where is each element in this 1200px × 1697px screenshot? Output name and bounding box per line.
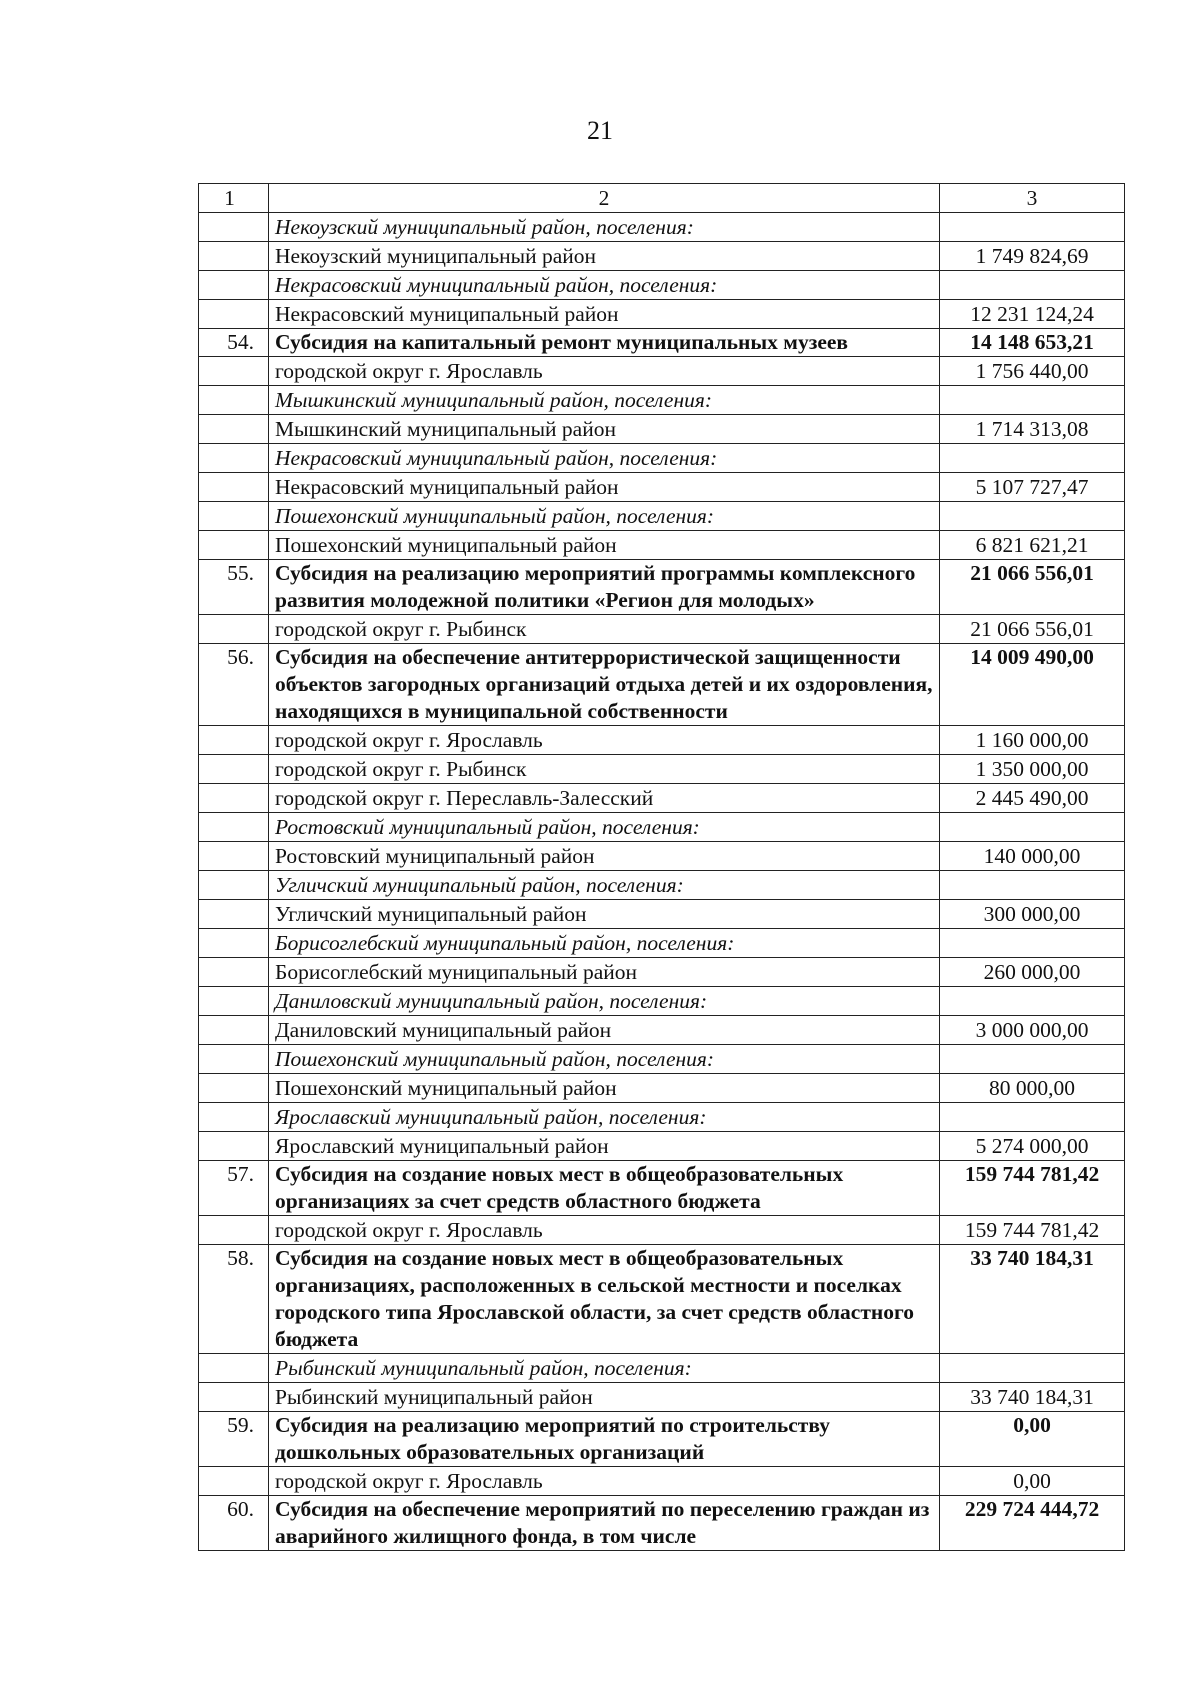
subsidy-header-row bbox=[199, 329, 1125, 357]
district-subheading-row bbox=[199, 444, 1125, 473]
row-number bbox=[199, 502, 269, 531]
row-amount: 14 009 490,00 bbox=[940, 644, 1125, 726]
row-amount: 140 000,00 bbox=[940, 842, 1125, 871]
recipient-row bbox=[199, 726, 1125, 755]
row-name: городской округ г. Ярославль bbox=[269, 726, 940, 755]
row-number bbox=[199, 1132, 269, 1161]
row-amount: 33 740 184,31 bbox=[940, 1383, 1125, 1412]
row-name: Субсидия на создание новых мест в общеобразовательных организациях за счет средств областного бюджета bbox=[269, 1161, 940, 1216]
page-number: 21 bbox=[587, 116, 613, 145]
row-amount: 1 350 000,00 bbox=[940, 755, 1125, 784]
row-amount bbox=[940, 1103, 1125, 1132]
recipient-row bbox=[199, 357, 1125, 386]
recipient-row bbox=[199, 1467, 1125, 1496]
row-name: Субсидия на реализацию мероприятий по строительству дошкольных образовательных организаций bbox=[269, 1412, 940, 1467]
row-amount: 5 107 727,47 bbox=[940, 473, 1125, 502]
row-amount: 33 740 184,31 bbox=[940, 1245, 1125, 1354]
row-amount bbox=[940, 1354, 1125, 1383]
row-name: Борисоглебский муниципальный район bbox=[269, 958, 940, 987]
subsidy-header-row bbox=[199, 1496, 1125, 1551]
row-amount bbox=[940, 213, 1125, 242]
row-number bbox=[199, 813, 269, 842]
row-amount: 1 714 313,08 bbox=[940, 415, 1125, 444]
row-number bbox=[199, 1016, 269, 1045]
recipient-row bbox=[199, 415, 1125, 444]
row-name: Рыбинский муниципальный район bbox=[269, 1383, 940, 1412]
row-amount: 0,00 bbox=[940, 1412, 1125, 1467]
row-name: Даниловский муниципальный район bbox=[269, 1016, 940, 1045]
row-name: Пошехонский муниципальный район bbox=[269, 1074, 940, 1103]
row-name: Некоузский муниципальный район bbox=[269, 242, 940, 271]
row-number: 60. bbox=[199, 1496, 269, 1551]
row-amount: 1 160 000,00 bbox=[940, 726, 1125, 755]
row-name: Субсидия на обеспечение мероприятий по переселению граждан из аварийного жилищного фонда, в том числе bbox=[269, 1496, 940, 1551]
row-amount: 2 445 490,00 bbox=[940, 784, 1125, 813]
recipient-row bbox=[199, 1216, 1125, 1245]
subsidy-header-row bbox=[199, 1161, 1125, 1216]
row-number bbox=[199, 1467, 269, 1496]
row-name: Ярославский муниципальный район, поселения: bbox=[269, 1103, 940, 1132]
row-name: Некрасовский муниципальный район, поселения: bbox=[269, 444, 940, 473]
recipient-row bbox=[199, 300, 1125, 329]
subsidy-header-row bbox=[199, 644, 1125, 726]
row-name: городской округ г. Переславль-Залесский bbox=[269, 784, 940, 813]
row-amount: 14 148 653,21 bbox=[940, 329, 1125, 357]
row-number bbox=[199, 1216, 269, 1245]
recipient-row bbox=[199, 842, 1125, 871]
row-name: Некрасовский муниципальный район bbox=[269, 473, 940, 502]
district-subheading-row bbox=[199, 271, 1125, 300]
row-number bbox=[199, 755, 269, 784]
row-name: городской округ г. Ярославль bbox=[269, 1216, 940, 1245]
row-name: Мышкинский муниципальный район, поселения: bbox=[269, 386, 940, 415]
row-name: городской округ г. Ярославль bbox=[269, 357, 940, 386]
row-amount bbox=[940, 871, 1125, 900]
row-number bbox=[199, 531, 269, 560]
row-number bbox=[199, 726, 269, 755]
row-amount bbox=[940, 1045, 1125, 1074]
row-number bbox=[199, 929, 269, 958]
row-number: 54. bbox=[199, 329, 269, 357]
row-name: городской округ г. Рыбинск bbox=[269, 755, 940, 784]
recipient-row bbox=[199, 900, 1125, 929]
row-number: 58. bbox=[199, 1245, 269, 1354]
row-amount: 229 724 444,72 bbox=[940, 1496, 1125, 1551]
row-name: Ростовский муниципальный район bbox=[269, 842, 940, 871]
row-amount: 159 744 781,42 bbox=[940, 1216, 1125, 1245]
row-number bbox=[199, 1103, 269, 1132]
row-amount: 1 749 824,69 bbox=[940, 242, 1125, 271]
row-name: Даниловский муниципальный район, поселения: bbox=[269, 987, 940, 1016]
row-amount: 12 231 124,24 bbox=[940, 300, 1125, 329]
row-amount bbox=[940, 813, 1125, 842]
row-name: Угличский муниципальный район, поселения: bbox=[269, 871, 940, 900]
row-name: Некоузский муниципальный район, поселения: bbox=[269, 213, 940, 242]
row-number bbox=[199, 386, 269, 415]
district-subheading-row bbox=[199, 1354, 1125, 1383]
row-number bbox=[199, 1074, 269, 1103]
row-number bbox=[199, 987, 269, 1016]
row-number bbox=[199, 871, 269, 900]
district-subheading-row bbox=[199, 929, 1125, 958]
row-number bbox=[199, 842, 269, 871]
recipient-row bbox=[199, 1132, 1125, 1161]
row-name: Субсидия на обеспечение антитеррористической защищенности объектов загородных организаций отдыха детей и их оздоровления, находящихся в муниципальной собственности bbox=[269, 644, 940, 726]
row-amount bbox=[940, 444, 1125, 473]
row-name: Ярославский муниципальный район bbox=[269, 1132, 940, 1161]
row-name: Субсидия на капитальный ремонт муниципальных музеев bbox=[269, 329, 940, 357]
column-number-3: 3 bbox=[940, 184, 1125, 213]
row-number bbox=[199, 1354, 269, 1383]
recipient-row bbox=[199, 473, 1125, 502]
row-name: Некрасовский муниципальный район, поселения: bbox=[269, 271, 940, 300]
row-number: 56. bbox=[199, 644, 269, 726]
row-amount: 159 744 781,42 bbox=[940, 1161, 1125, 1216]
table-body bbox=[199, 184, 1125, 1551]
column-number-header bbox=[199, 184, 1125, 213]
district-subheading-row bbox=[199, 813, 1125, 842]
recipient-row bbox=[199, 784, 1125, 813]
district-subheading-row bbox=[199, 502, 1125, 531]
district-subheading-row bbox=[199, 987, 1125, 1016]
row-amount bbox=[940, 271, 1125, 300]
column-number-1: 1 bbox=[199, 184, 269, 213]
row-number: 55. bbox=[199, 560, 269, 615]
row-number bbox=[199, 357, 269, 386]
recipient-row bbox=[199, 958, 1125, 987]
row-number bbox=[199, 242, 269, 271]
row-name: Рыбинский муниципальный район, поселения: bbox=[269, 1354, 940, 1383]
subsidy-header-row bbox=[199, 1412, 1125, 1467]
row-number bbox=[199, 473, 269, 502]
row-amount bbox=[940, 987, 1125, 1016]
row-number bbox=[199, 213, 269, 242]
row-number bbox=[199, 615, 269, 644]
subsidy-header-row bbox=[199, 560, 1125, 615]
row-number bbox=[199, 1045, 269, 1074]
row-name: городской округ г. Ярославль bbox=[269, 1467, 940, 1496]
column-number-2: 2 bbox=[269, 184, 940, 213]
row-amount: 3 000 000,00 bbox=[940, 1016, 1125, 1045]
row-amount: 80 000,00 bbox=[940, 1074, 1125, 1103]
recipient-row bbox=[199, 242, 1125, 271]
row-number: 57. bbox=[199, 1161, 269, 1216]
recipient-row bbox=[199, 755, 1125, 784]
budget-table bbox=[198, 183, 1125, 1551]
row-amount bbox=[940, 502, 1125, 531]
row-name: Борисоглебский муниципальный район, поселения: bbox=[269, 929, 940, 958]
row-name: Пошехонский муниципальный район bbox=[269, 531, 940, 560]
district-subheading-row bbox=[199, 1103, 1125, 1132]
row-number bbox=[199, 1383, 269, 1412]
recipient-row bbox=[199, 615, 1125, 644]
row-number bbox=[199, 958, 269, 987]
row-amount: 21 066 556,01 bbox=[940, 560, 1125, 615]
row-name: Мышкинский муниципальный район bbox=[269, 415, 940, 444]
row-name: Пошехонский муниципальный район, поселения: bbox=[269, 502, 940, 531]
row-amount: 6 821 621,21 bbox=[940, 531, 1125, 560]
district-subheading-row bbox=[199, 871, 1125, 900]
row-name: Субсидия на создание новых мест в общеобразовательных организациях, расположенных в сельской местности и поселках городского типа Ярославской области, за счет средств областного бюджета bbox=[269, 1245, 940, 1354]
row-amount: 260 000,00 bbox=[940, 958, 1125, 987]
row-number bbox=[199, 900, 269, 929]
recipient-row bbox=[199, 1383, 1125, 1412]
row-amount bbox=[940, 386, 1125, 415]
row-number bbox=[199, 444, 269, 473]
row-name: Пошехонский муниципальный район, поселения: bbox=[269, 1045, 940, 1074]
district-subheading-row bbox=[199, 213, 1125, 242]
row-amount: 21 066 556,01 bbox=[940, 615, 1125, 644]
row-name: Субсидия на реализацию мероприятий программы комплексного развития молодежной политики «Регион для молодых» bbox=[269, 560, 940, 615]
recipient-row bbox=[199, 531, 1125, 560]
row-number bbox=[199, 415, 269, 444]
row-amount bbox=[940, 929, 1125, 958]
district-subheading-row bbox=[199, 1045, 1125, 1074]
row-number bbox=[199, 300, 269, 329]
recipient-row bbox=[199, 1074, 1125, 1103]
recipient-row bbox=[199, 1016, 1125, 1045]
row-name: Некрасовский муниципальный район bbox=[269, 300, 940, 329]
row-amount: 5 274 000,00 bbox=[940, 1132, 1125, 1161]
row-amount: 0,00 bbox=[940, 1467, 1125, 1496]
row-number bbox=[199, 271, 269, 300]
row-name: городской округ г. Рыбинск bbox=[269, 615, 940, 644]
row-number bbox=[199, 784, 269, 813]
row-name: Ростовский муниципальный район, поселения: bbox=[269, 813, 940, 842]
row-amount: 300 000,00 bbox=[940, 900, 1125, 929]
row-name: Угличский муниципальный район bbox=[269, 900, 940, 929]
row-amount: 1 756 440,00 bbox=[940, 357, 1125, 386]
district-subheading-row bbox=[199, 386, 1125, 415]
subsidy-header-row bbox=[199, 1245, 1125, 1354]
row-number: 59. bbox=[199, 1412, 269, 1467]
